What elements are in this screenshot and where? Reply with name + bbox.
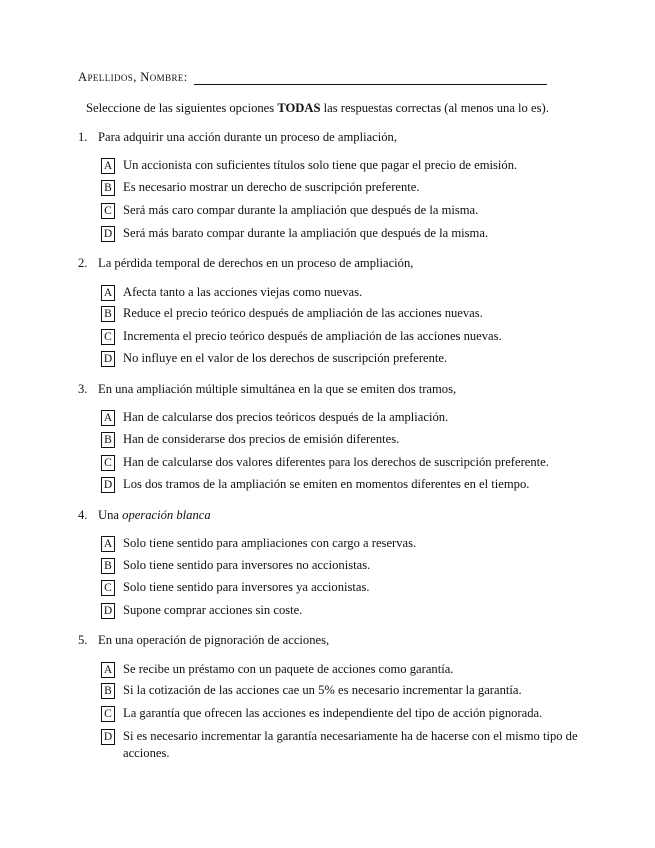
option-checkbox[interactable]: B — [101, 683, 115, 699]
option-checkbox[interactable]: B — [101, 180, 115, 196]
question-3-option-a — [101, 410, 448, 426]
question-text: En una operación de pignoración de acciones, — [98, 633, 330, 647]
option-checkbox[interactable]: B — [101, 558, 115, 574]
option-text: Será más caro compar durante la ampliación que después de la misma. — [123, 203, 479, 217]
instructions — [86, 101, 549, 116]
option-text: Es necesario mostrar un derecho de suscripción preferente. — [123, 180, 420, 194]
question-5 — [78, 633, 329, 648]
option-text: Si la cotización de las acciones cae un 5% es necesario incrementar la garantía. — [123, 683, 522, 697]
option-checkbox[interactable]: C — [101, 329, 115, 345]
option-checkbox[interactable]: A — [101, 536, 115, 552]
name-label: Apellidos, Nombre: — [78, 70, 188, 84]
question-2-option-a — [101, 285, 362, 301]
option-text: Los dos tramos de la ampliación se emiten en momentos diferentes en el tiempo. — [123, 477, 530, 491]
option-checkbox[interactable]: A — [101, 662, 115, 678]
option-text: Un accionista con suficientes títulos solo tiene que pagar el precio de emisión. — [123, 158, 518, 172]
question-number: 2. — [78, 256, 88, 270]
option-checkbox[interactable]: D — [101, 729, 115, 745]
question-4-option-a — [101, 536, 416, 552]
question-1-option-b — [101, 180, 420, 196]
question-1-option-c — [101, 203, 478, 219]
question-5-option-c — [101, 706, 542, 722]
question-3-option-d — [101, 477, 529, 493]
option-text: Se recibe un préstamo con un paquete de acciones como garantía. — [123, 662, 454, 676]
option-text: Reduce el precio teórico después de ampliación de las acciones nuevas. — [123, 306, 483, 320]
instructions-bold: TODAS — [277, 101, 321, 115]
option-checkbox[interactable]: B — [101, 306, 115, 322]
question-4-option-c — [101, 580, 370, 596]
option-text: Han de calcularse dos precios teóricos después de la ampliación. — [123, 410, 449, 424]
question-1-option-d — [101, 226, 488, 242]
question-number: 3. — [78, 382, 88, 396]
question-text: La pérdida temporal de derechos en un proceso de ampliación, — [98, 256, 414, 270]
question-5-option-d — [101, 729, 583, 762]
option-text: Solo tiene sentido para inversores no accionistas. — [123, 558, 371, 572]
option-checkbox[interactable]: D — [101, 603, 115, 619]
name-field-row — [78, 70, 578, 85]
question-4-option-b — [101, 558, 370, 574]
instructions-text-after: las respuestas correctas (al menos una lo es). — [320, 101, 549, 115]
question-3-option-b — [101, 432, 399, 448]
question-2-option-c — [101, 329, 502, 345]
option-text: Si es necesario incrementar la garantía necesariamente ha de hacerse con el mismo tipo de acciones. — [123, 729, 578, 760]
option-text: Supone comprar acciones sin coste. — [123, 603, 303, 617]
name-input-line[interactable] — [194, 72, 547, 85]
option-checkbox[interactable]: C — [101, 203, 115, 219]
option-text: No influye en el valor de los derechos de suscripción preferente. — [123, 351, 448, 365]
option-checkbox[interactable]: A — [101, 285, 115, 301]
question-3 — [78, 382, 456, 397]
option-text: Afecta tanto a las acciones viejas como nuevas. — [123, 285, 363, 299]
question-number: 4. — [78, 508, 88, 522]
option-text: Incrementa el precio teórico después de ampliación de las acciones nuevas. — [123, 329, 502, 343]
question-text: En una ampliación múltiple simultánea en la que se emiten dos tramos, — [98, 382, 457, 396]
question-text-italic: operación blanca — [122, 508, 211, 522]
option-checkbox[interactable]: B — [101, 432, 115, 448]
question-3-option-c — [101, 455, 549, 471]
option-checkbox[interactable]: D — [101, 351, 115, 367]
option-text: La garantía que ofrecen las acciones es independiente del tipo de acción pignorada. — [123, 706, 543, 720]
option-text: Solo tiene sentido para inversores ya accionistas. — [123, 580, 370, 594]
question-4-option-d — [101, 603, 302, 619]
question-5-option-a — [101, 662, 453, 678]
option-checkbox[interactable]: D — [101, 477, 115, 493]
question-number: 5. — [78, 633, 88, 647]
question-2-option-d — [101, 351, 447, 367]
question-2-option-b — [101, 306, 483, 322]
option-checkbox[interactable]: A — [101, 410, 115, 426]
question-1 — [78, 130, 397, 145]
question-5-option-b — [101, 683, 522, 699]
question-1-option-a — [101, 158, 517, 174]
option-checkbox[interactable]: D — [101, 226, 115, 242]
option-checkbox[interactable]: C — [101, 706, 115, 722]
question-number: 1. — [78, 130, 88, 144]
question-text: Para adquirir una acción durante un proceso de ampliación, — [98, 130, 397, 144]
option-text: Solo tiene sentido para ampliaciones con cargo a reservas. — [123, 536, 417, 550]
option-checkbox[interactable]: C — [101, 580, 115, 596]
question-2 — [78, 256, 413, 271]
option-text: Han de calcularse dos valores diferentes para los derechos de suscripción preferente. — [123, 455, 549, 469]
option-checkbox[interactable]: C — [101, 455, 115, 471]
option-text: Será más barato compar durante la ampliación que después de la misma. — [123, 226, 489, 240]
instructions-text-before: Seleccione de las siguientes opciones — [86, 101, 278, 115]
option-checkbox[interactable]: A — [101, 158, 115, 174]
option-text: Han de considerarse dos precios de emisión diferentes. — [123, 432, 400, 446]
question-text: Una — [98, 508, 123, 522]
question-4 — [78, 508, 211, 523]
